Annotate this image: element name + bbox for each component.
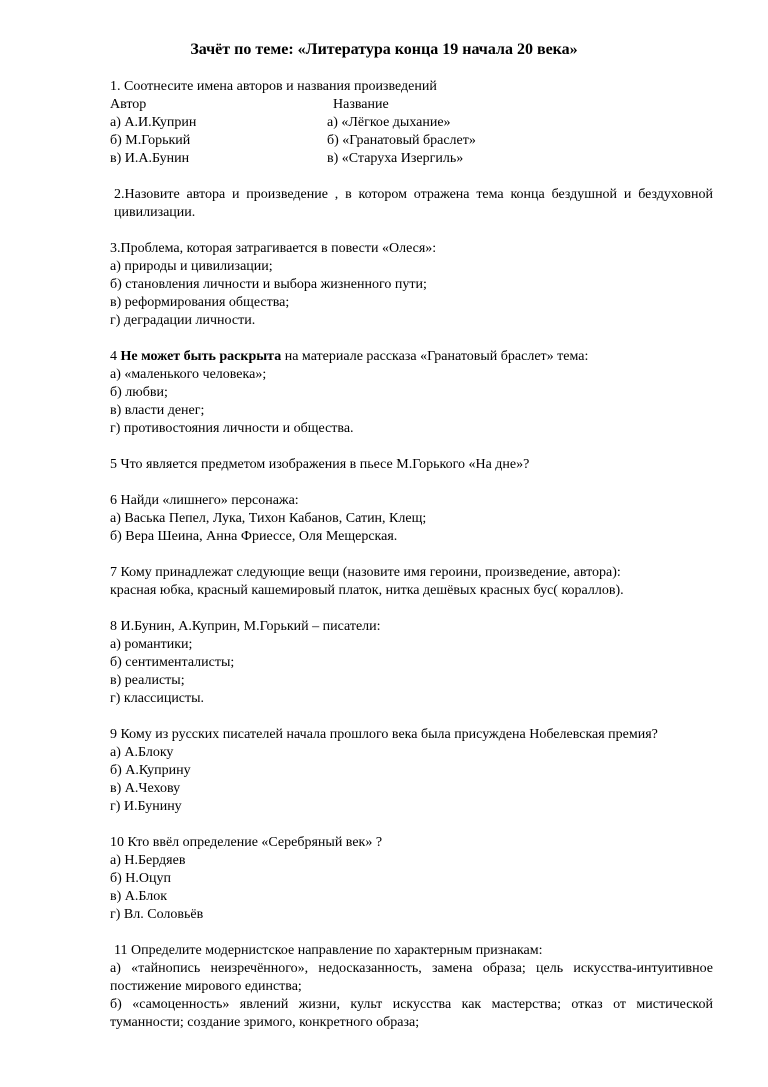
answer-option: в) А.Чехову xyxy=(110,781,181,796)
question-7 xyxy=(110,564,713,600)
answer-option: в) реформирования общества; xyxy=(110,295,290,310)
question-4-number: 4 xyxy=(110,349,121,364)
answer-option: б) становления личности и выбора жизненного пути; xyxy=(110,277,427,292)
question-4-text xyxy=(110,348,713,366)
answer-option: б) А.Куприну xyxy=(110,763,191,778)
question-2-text: 2.Назовите автора и произведение , в котором отражена тема конца бездушной и бездуховной цивилизации. xyxy=(114,187,713,220)
question-1-text: 1. Соотнесите имена авторов и названия произведений xyxy=(110,79,437,94)
answer-option: г) И.Бунину xyxy=(110,799,182,814)
question-7-text: 7 Кому принадлежат следующие вещи (назовите имя героини, произведение, автора): xyxy=(110,565,621,580)
question-1 xyxy=(110,78,713,168)
answer-option: а) «маленького человека»; xyxy=(110,367,267,382)
question-3 xyxy=(110,240,713,330)
author-column-header: Автор xyxy=(110,97,147,112)
match-row xyxy=(110,150,713,168)
question-10-text: 10 Кто ввёл определение «Серебряный век» ? xyxy=(110,835,383,850)
question-5 xyxy=(110,456,713,474)
question-4-emphasis: Не может быть раскрыта xyxy=(120,349,282,364)
answer-option: а) А.Блоку xyxy=(110,745,174,760)
question-5-text: 5 Что является предметом изображения в пьесе М.Горького «На дне»? xyxy=(110,457,530,472)
work-item: б) «Гранатовый браслет» xyxy=(327,133,476,148)
answer-option: г) классицисты. xyxy=(110,691,205,706)
answer-option: б) Н.Оцуп xyxy=(110,871,171,886)
answer-option: б) сентименталисты; xyxy=(110,655,235,670)
question-10 xyxy=(110,834,713,924)
answer-option: а) Васька Пепел, Лука, Тихон Кабанов, Сатин, Клещ; xyxy=(110,511,427,526)
question-6-text: 6 Найди «лишнего» персонажа: xyxy=(110,493,299,508)
work-item: в) «Старуха Изергиль» xyxy=(327,151,464,166)
question-8 xyxy=(110,618,713,708)
match-row xyxy=(110,132,713,150)
title-column-header: Название xyxy=(333,97,389,112)
question-1-header xyxy=(110,96,713,114)
answer-option: г) Вл. Соловьёв xyxy=(110,907,204,922)
answer-option: г) деградации личности. xyxy=(110,313,256,328)
answer-option: в) власти денег; xyxy=(110,403,205,418)
author-item: б) М.Горький xyxy=(110,133,191,148)
question-9 xyxy=(110,726,713,816)
answer-option: в) реалисты; xyxy=(110,673,185,688)
answer-option: б) Вера Шеина, Анна Фриессе, Оля Мещерская. xyxy=(110,529,398,544)
answer-option: в) А.Блок xyxy=(110,889,168,904)
answer-option: а) Н.Бердяев xyxy=(110,853,186,868)
answer-option: а) «тайнопись неизречённого», недосказанность, замена образа; цель искусства-интуитивное постижение мирового единства; xyxy=(110,961,713,994)
work-item: а) «Лёгкое дыхание» xyxy=(327,115,451,130)
answer-option: б) «самоценность» явлений жизни, культ искусства как мастерства; отказ от мистической туманности; создание зримого, конкретного образа; xyxy=(110,997,713,1030)
author-item: в) И.А.Бунин xyxy=(110,151,190,166)
answer-option: б) любви; xyxy=(110,385,168,400)
question-11-text: 11 Определите модернистское направление по характерным признакам: xyxy=(114,943,543,958)
question-3-text: 3.Проблема, которая затрагивается в повести «Олеся»: xyxy=(110,241,437,256)
question-4-rest: на материале рассказа «Гранатовый браслет» тема: xyxy=(281,349,589,364)
question-2 xyxy=(110,186,713,222)
question-6 xyxy=(110,492,713,546)
match-row xyxy=(110,114,713,132)
author-item: а) А.И.Куприн xyxy=(110,115,197,130)
question-9-text: 9 Кому из русских писателей начала прошлого века была присуждена Нобелевская премия? xyxy=(110,727,658,742)
question-4 xyxy=(110,348,713,438)
answer-option: а) природы и цивилизации; xyxy=(110,259,273,274)
question-7-items: красная юбка, красный кашемировый платок, нитка дешёвых красных бус( кораллов). xyxy=(110,583,624,598)
question-11 xyxy=(110,942,713,1032)
answer-option: г) противостояния личности и общества. xyxy=(110,421,354,436)
document-body xyxy=(110,78,713,1032)
question-8-text: 8 И.Бунин, А.Куприн, М.Горький – писатели: xyxy=(110,619,381,634)
document-title: Зачёт по теме: «Литература конца 19 начала 20 века» xyxy=(190,41,578,58)
answer-option: а) романтики; xyxy=(110,637,193,652)
